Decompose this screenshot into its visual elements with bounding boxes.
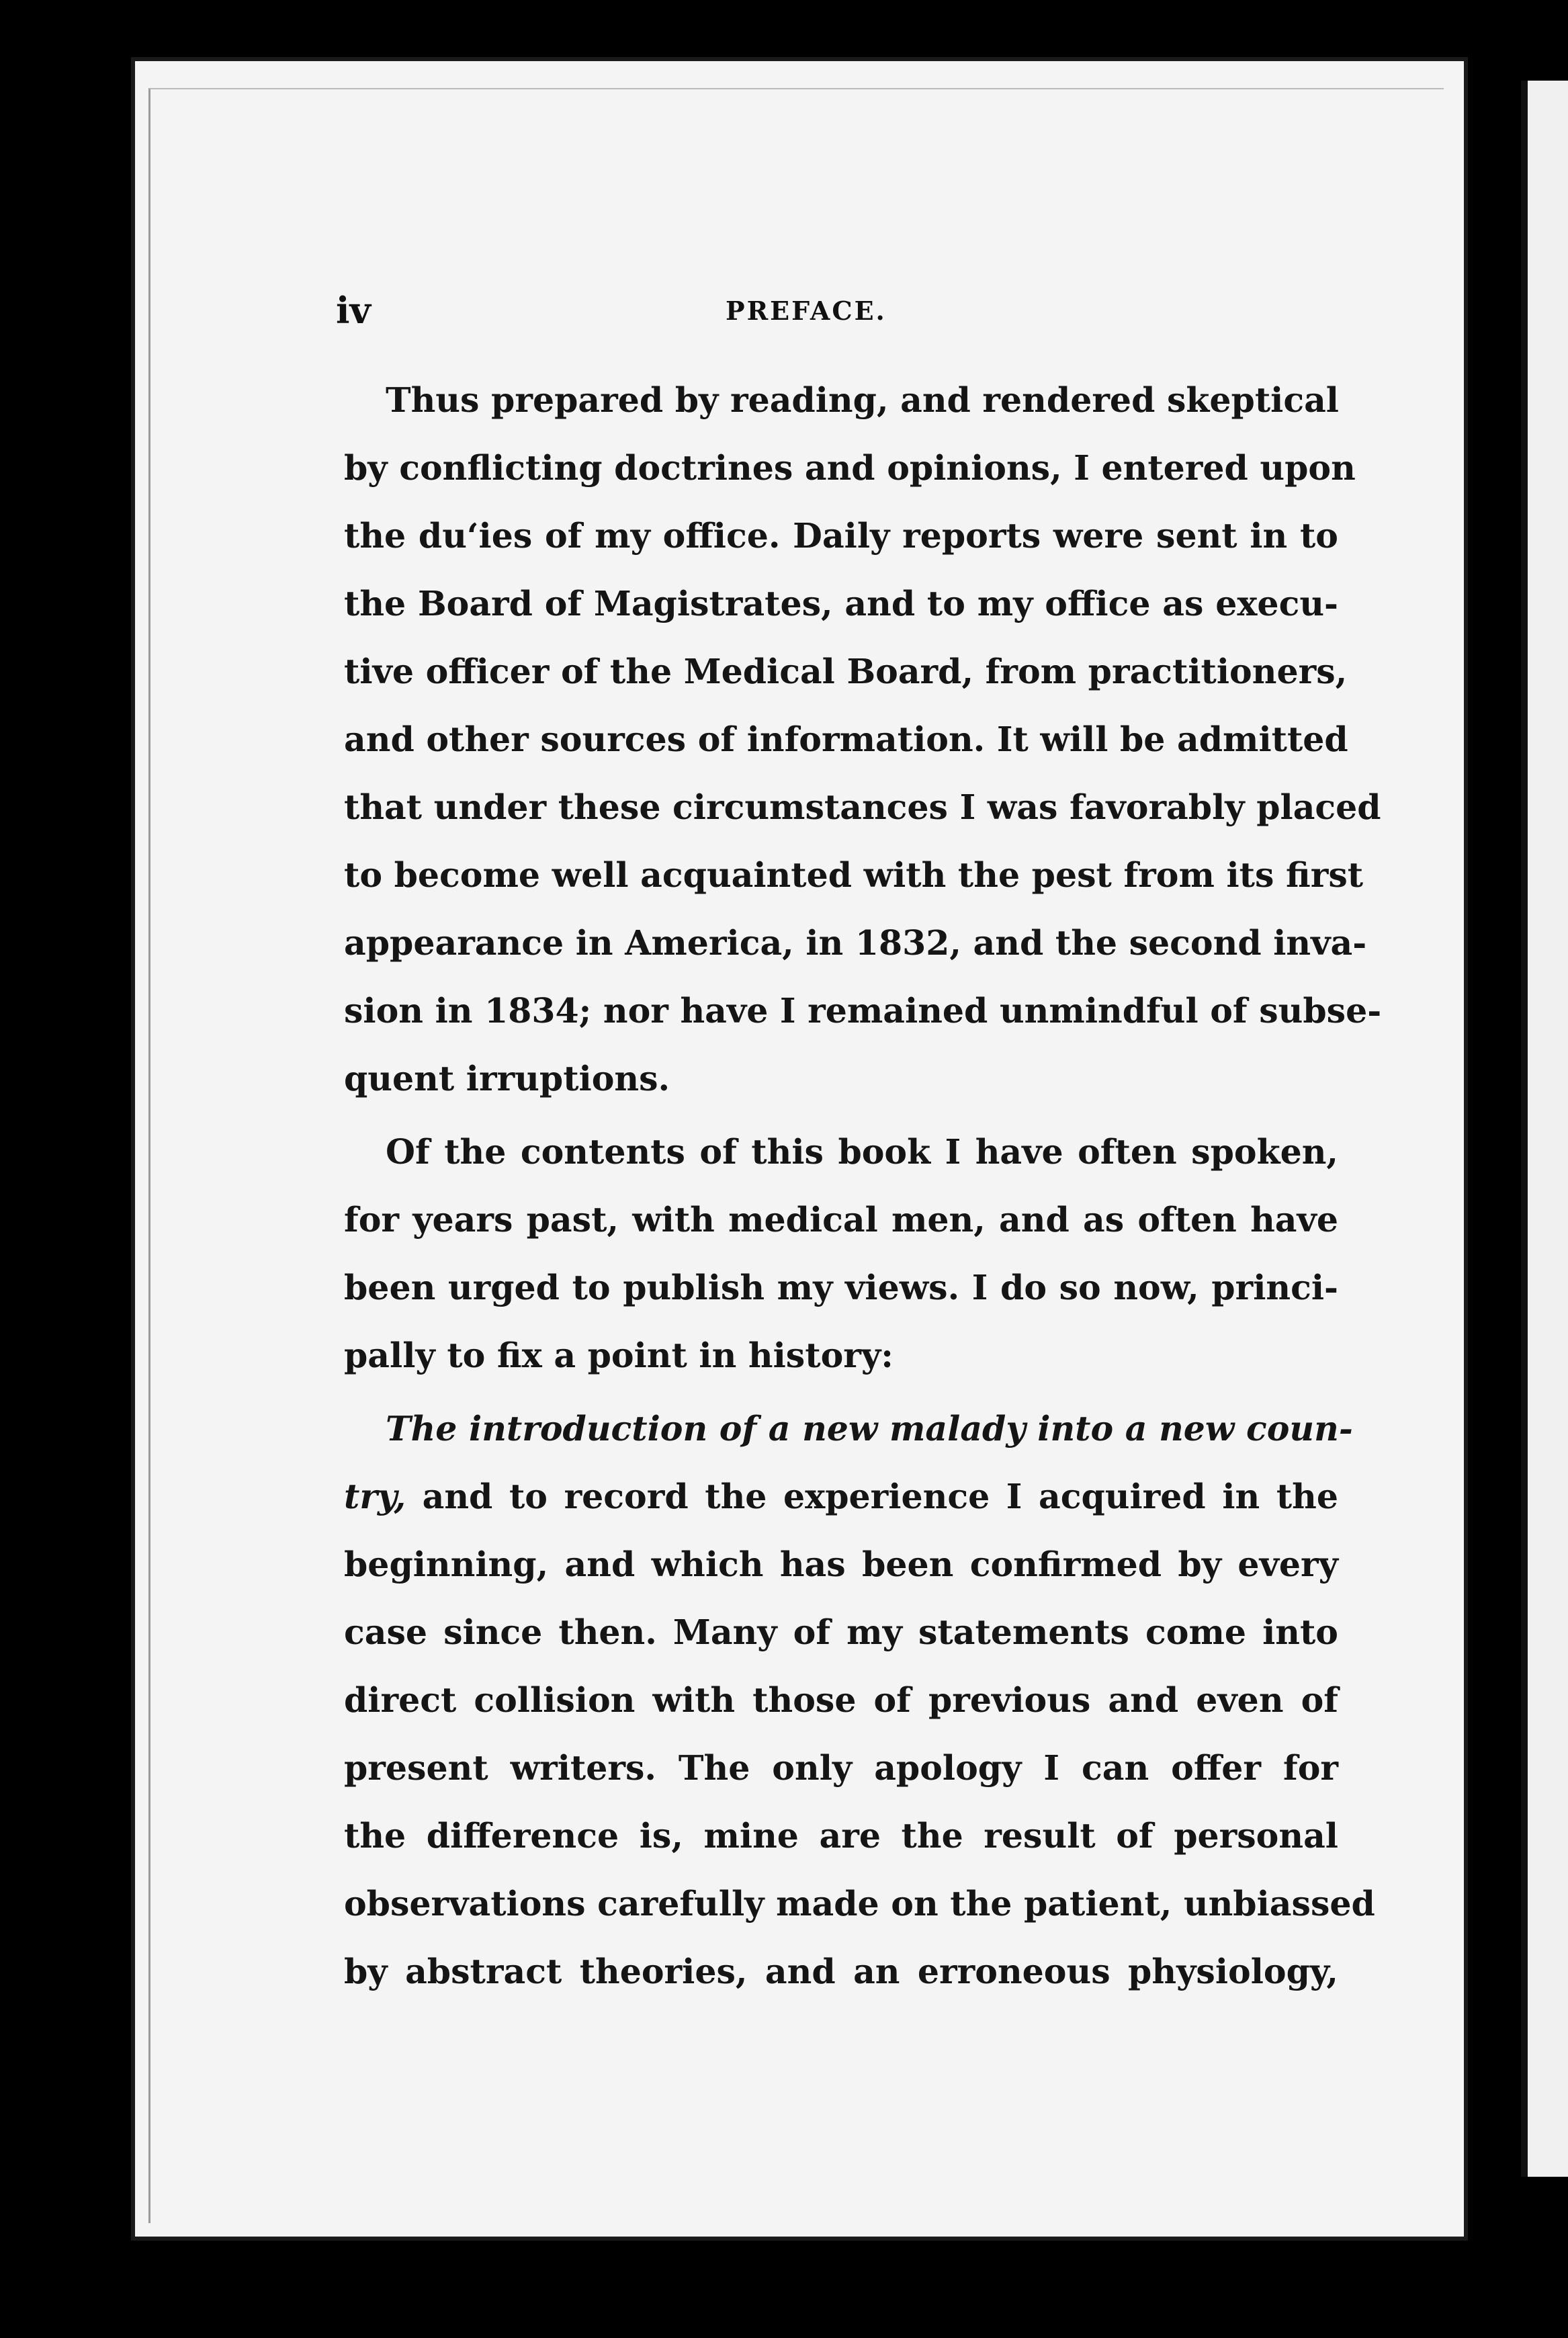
text-line: by conflicting doctrines and opinions, I entered upon <box>344 448 1356 488</box>
text-line: to become well acquainted with the pest from its first <box>344 855 1364 895</box>
text-line: tive officer of the Medical Board, from practitioners, <box>344 652 1348 691</box>
text-line: Thus prepared by reading, and rendered skeptical <box>386 380 1339 420</box>
italic-phrase: try, <box>344 1477 406 1516</box>
text-line: that under these circumstances I was favorably placed <box>344 787 1381 827</box>
paragraph <box>344 366 1382 1113</box>
text-line: the difference is, mine are the result of personal <box>344 1816 1338 1856</box>
paragraph <box>344 1395 1375 2005</box>
text-line <box>344 1395 1353 1463</box>
text-line: beginning, and which has been confirmed by every <box>344 1545 1338 1584</box>
text-line: by abstract theories, and an erroneous physiology, <box>344 1952 1338 1991</box>
running-head <box>336 289 1364 336</box>
text-line: direct collision with those of previous and even of <box>344 1680 1338 1720</box>
text-line: sion in 1834; nor have I remained unmindful of subse- <box>344 991 1382 1031</box>
text-line: and other sources of information. It will be admitted <box>344 720 1348 759</box>
text-line: quent irruptions. <box>344 1059 670 1098</box>
text-line: been urged to publish my views. I do so now, princi- <box>344 1268 1338 1307</box>
running-head-title: PREFACE. <box>726 296 887 326</box>
text-run: and to record the experience I acquired in the <box>406 1477 1338 1516</box>
body-text <box>344 366 1382 2005</box>
text-line: observations carefully made on the patient, unbiassed <box>344 1884 1375 1923</box>
text-line: Of the contents of this book I have often spoken, <box>386 1132 1338 1172</box>
text-line: the Board of Magistrates, and to my office as execu- <box>344 584 1338 623</box>
page-number: iv <box>336 289 371 332</box>
text-line: the du‘ies of my office. Daily reports were sent in to <box>344 516 1338 556</box>
text-line: case since then. Many of my statements come into <box>344 1612 1338 1652</box>
text-line <box>344 1463 1338 1530</box>
adjacent-page-edge <box>1521 81 1568 2177</box>
paragraph <box>344 1118 1338 1389</box>
italic-phrase: The introduction of a new malady into a new coun- <box>386 1409 1353 1448</box>
text-line: present writers. The only apology I can offer for <box>344 1748 1338 1788</box>
text-line: appearance in America, in 1832, and the second inva- <box>344 923 1367 963</box>
text-line: for years past, with medical men, and as often have <box>344 1200 1338 1240</box>
text-line: pally to fix a point in history: <box>344 1336 894 1375</box>
